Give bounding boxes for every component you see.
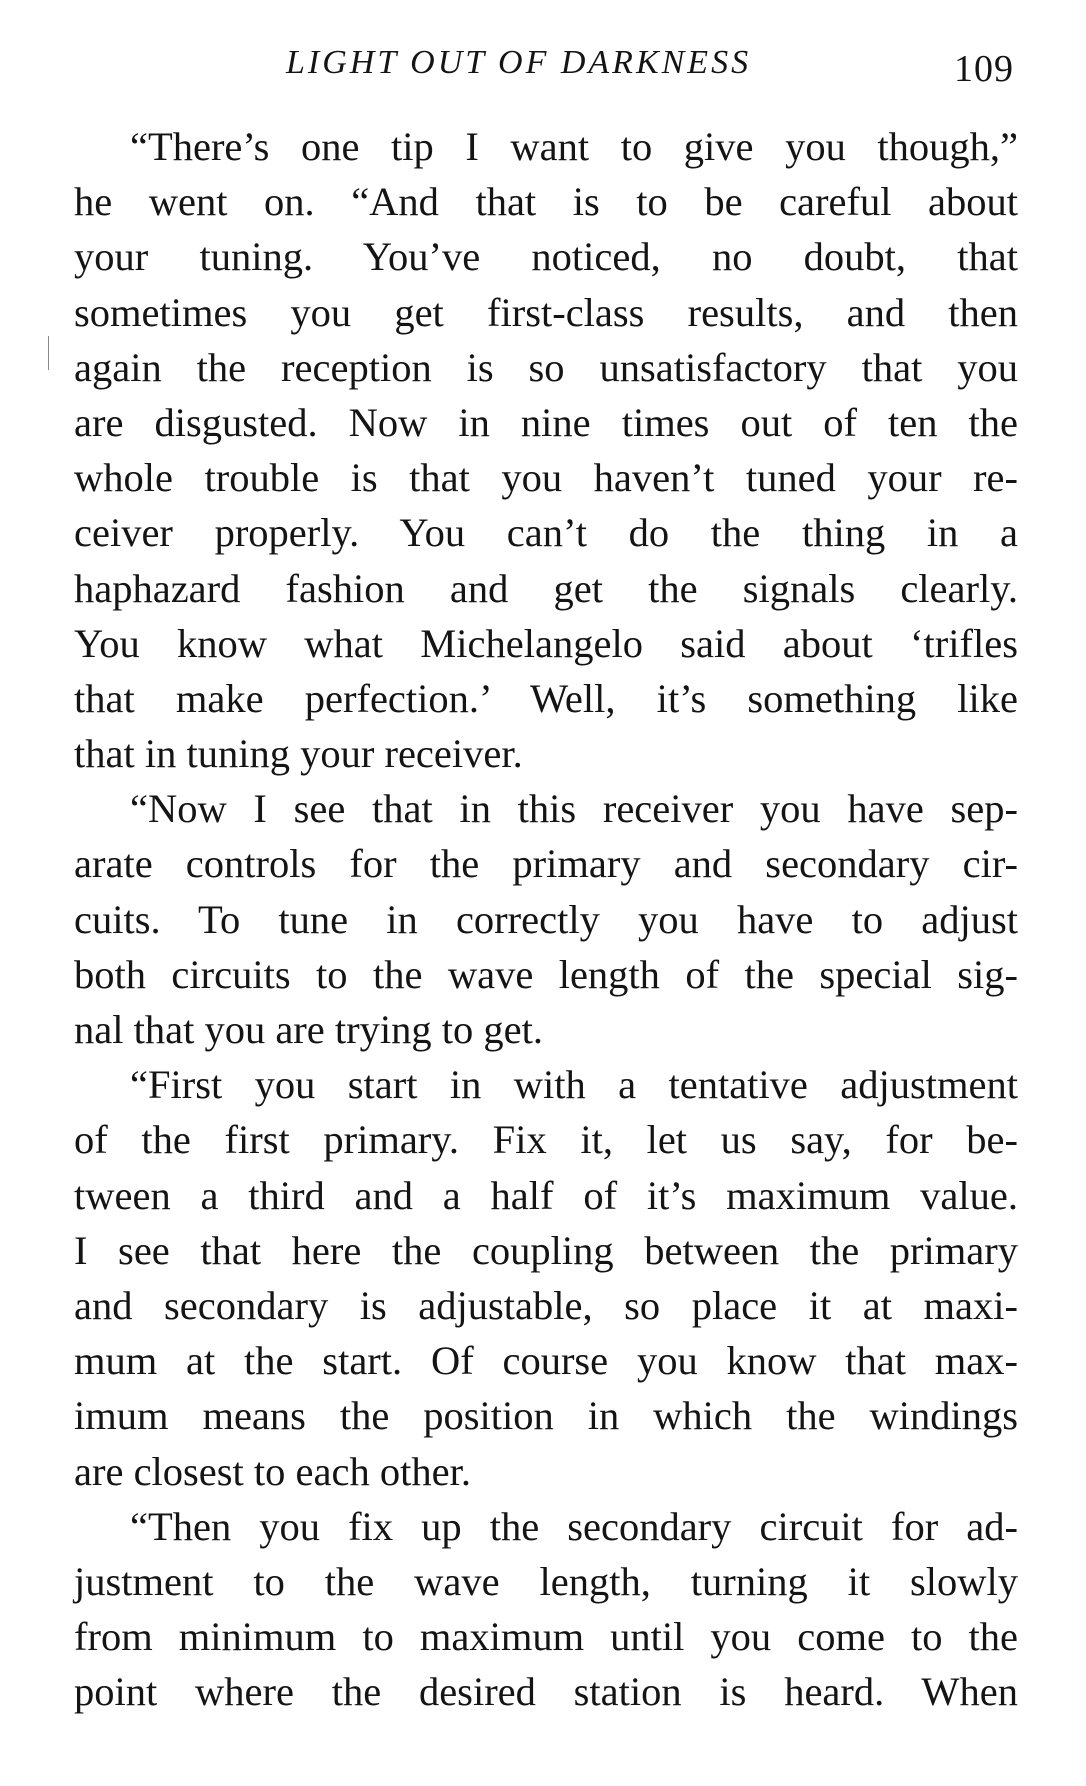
text-line: are closest to each other. xyxy=(74,1448,471,1494)
text-line: ceiver properly. You can’t do the thing in a xyxy=(74,510,1018,556)
paragraph-2 xyxy=(74,781,1018,1057)
text-line: again the reception is so unsatisfactory that you xyxy=(74,344,1018,390)
text-line: that make perfection.’ Well, it’s something like xyxy=(74,675,1018,721)
text-line: I see that here the coupling between the primary xyxy=(74,1227,1018,1273)
text-line: sometimes you get first-class results, and then xyxy=(74,289,1018,335)
text-line: “There’s one tip I want to give you though,” xyxy=(130,124,1018,169)
margin-mark xyxy=(48,336,53,370)
text-line: nal that you are trying to get. xyxy=(74,1007,543,1052)
text-line: that in tuning your receiver. xyxy=(74,731,523,777)
text-line: are disgusted. Now in nine times out of ten the xyxy=(74,399,1018,445)
text-line: and secondary is adjustable, so place it at maxi- xyxy=(74,1282,1018,1328)
text-line: mum at the start. Of course you know that max- xyxy=(74,1338,1018,1384)
text-line: haphazard fashion and get the signals clearly. xyxy=(74,565,1018,611)
text-line: “Then you fix up the secondary circuit for ad- xyxy=(130,1503,1018,1549)
paragraph-4 xyxy=(74,1499,1018,1720)
running-head xyxy=(74,38,1014,88)
paragraph-3 xyxy=(74,1057,1018,1499)
running-title: LIGHT OUT OF DARKNESS xyxy=(286,44,752,81)
text-line: your tuning. You’ve noticed, no doubt, that xyxy=(74,234,1018,280)
page-number: 109 xyxy=(954,48,1014,90)
text-line: imum means the position in which the windings xyxy=(74,1393,1018,1439)
text-line: “First you start in with a tentative adjustment xyxy=(130,1062,1018,1108)
text-line: arate controls for the primary and secondary cir- xyxy=(74,841,1018,887)
paragraph-1 xyxy=(74,119,1018,781)
text-line: justment to the wave length, turning it slowly xyxy=(74,1558,1018,1604)
text-line: tween a third and a half of it’s maximum value. xyxy=(74,1172,1018,1218)
text-line: point where the desired station is heard. When xyxy=(74,1669,1018,1715)
text-line: cuits. To tune in correctly you have to adjust xyxy=(74,896,1018,942)
text-line: You know what Michelangelo said about ‘trifles xyxy=(74,620,1018,666)
text-line: of the first primary. Fix it, let us say, for be- xyxy=(74,1117,1018,1163)
text-line: from minimum to maximum until you come to the xyxy=(74,1614,1018,1660)
text-line: whole trouble is that you haven’t tuned your re- xyxy=(74,455,1018,501)
text-line: both circuits to the wave length of the special sig- xyxy=(74,951,1018,997)
text-line: he went on. “And that is to be careful about xyxy=(74,179,1018,225)
body-text xyxy=(74,119,1018,1719)
text-line: “Now I see that in this receiver you have sep- xyxy=(130,786,1018,832)
